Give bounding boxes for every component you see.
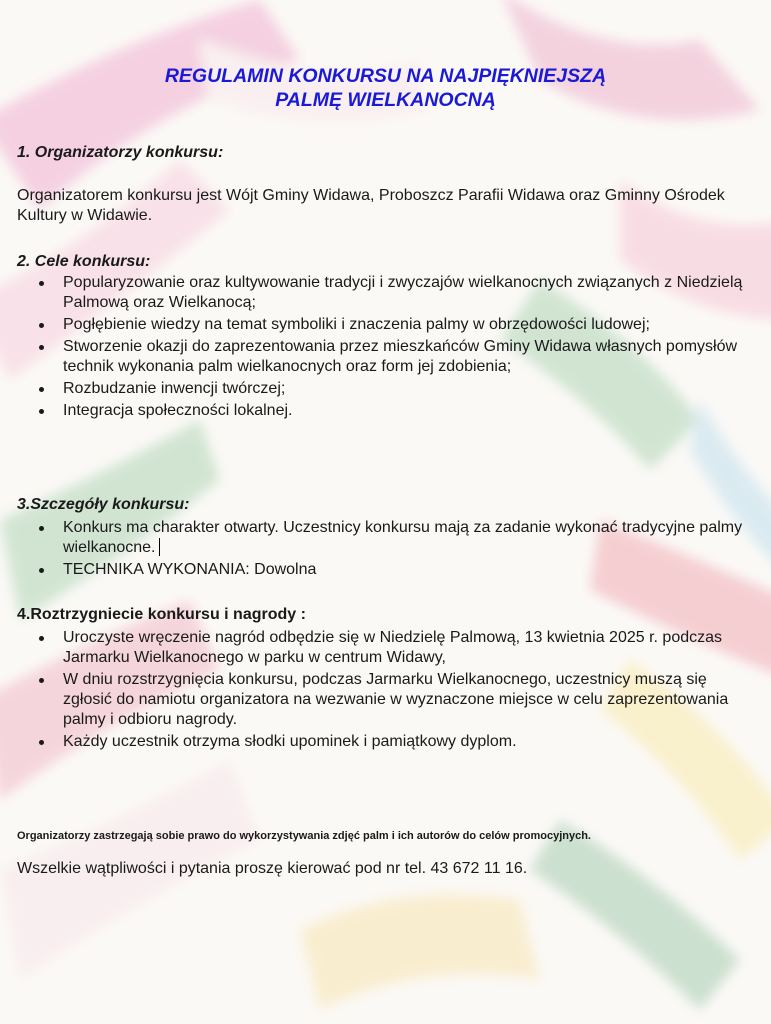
- text-cursor: [159, 538, 161, 556]
- goal-item: Pogłębienie wiedzy na temat symboliki i znaczenia palmy w obrzędowości ludowej;: [35, 315, 755, 335]
- award-item: Uroczyste wręczenie nagród odbędzie się w Niedzielę Palmową, 13 kwietnia 2025 r. podczas Jarmarku Wielkanocnego w parku w centrum Widawy,: [35, 628, 755, 668]
- award-item: W dniu rozstrzygnięcia konkursu, podczas Jarmarku Wielkanocnego, uczestnicy muszą się zgłosić do namiotu organizatora na wezwanie w wyznaczone miejsce w celu zaprezentowania palmy i odbioru nagrody.: [35, 670, 755, 730]
- document-title: [0, 64, 771, 112]
- contact-info: Wszelkie wątpliwości i pytania proszę kierować pod nr tel. 43 672 11 16.: [17, 860, 528, 877]
- section-2-goals-list: [35, 273, 755, 423]
- section-3-details-list: [35, 518, 755, 582]
- award-item: Każdy uczestnik otrzyma słodki upominek i pamiątkowy dyplom.: [35, 732, 755, 752]
- section-1-text: Organizatorem konkursu jest Wójt Gminy Widawa, Proboszcz Parafii Widawa oraz Gminny Ośrodek Kultury w Widawie.: [17, 187, 725, 224]
- goal-item: Rozbudzanie inwencji twórczej;: [35, 379, 755, 399]
- section-4-heading: 4.Roztrzygniecie konkursu i nagrody :: [17, 606, 306, 623]
- section-2-heading: 2. Cele konkursu:: [17, 253, 151, 270]
- goal-item: Stworzenie okazji do zaprezentowania przez mieszkańców Gminy Widawa własnych pomysłów technik wykonania palm wielkanocnych oraz form jej zdobienia;: [35, 337, 755, 377]
- section-4-awards-list: [35, 628, 755, 754]
- goal-item: Integracja społeczności lokalnej.: [35, 401, 755, 421]
- photo-rights-notice: Organizatorzy zastrzegają sobie prawo do wykorzystywania zdjęć palm i ich autorów do celów promocyjnych.: [17, 830, 591, 842]
- section-1-heading: 1. Organizatorzy konkursu:: [17, 144, 224, 161]
- goal-item: Popularyzowanie oraz kultywowanie tradycji i zwyczajów wielkanocnych związanych z Niedzielą Palmową oraz Wielkanocą;: [35, 273, 755, 313]
- title-line-2: PALMĘ WIELKANOCNĄ: [275, 89, 496, 111]
- detail-item: TECHNIKA WYKONANIA: Dowolna: [35, 560, 755, 580]
- detail-item: [35, 518, 755, 558]
- detail-text: Konkurs ma charakter otwarty. Uczestnicy konkursu mają za zadanie wykonać tradycyjne palmy wielkanocne.: [63, 519, 743, 556]
- section-3-heading: 3.Szczegóły konkursu:: [17, 496, 190, 513]
- title-line-1: REGULAMIN KONKURSU NA NAJPIĘKNIEJSZĄ: [164, 65, 607, 87]
